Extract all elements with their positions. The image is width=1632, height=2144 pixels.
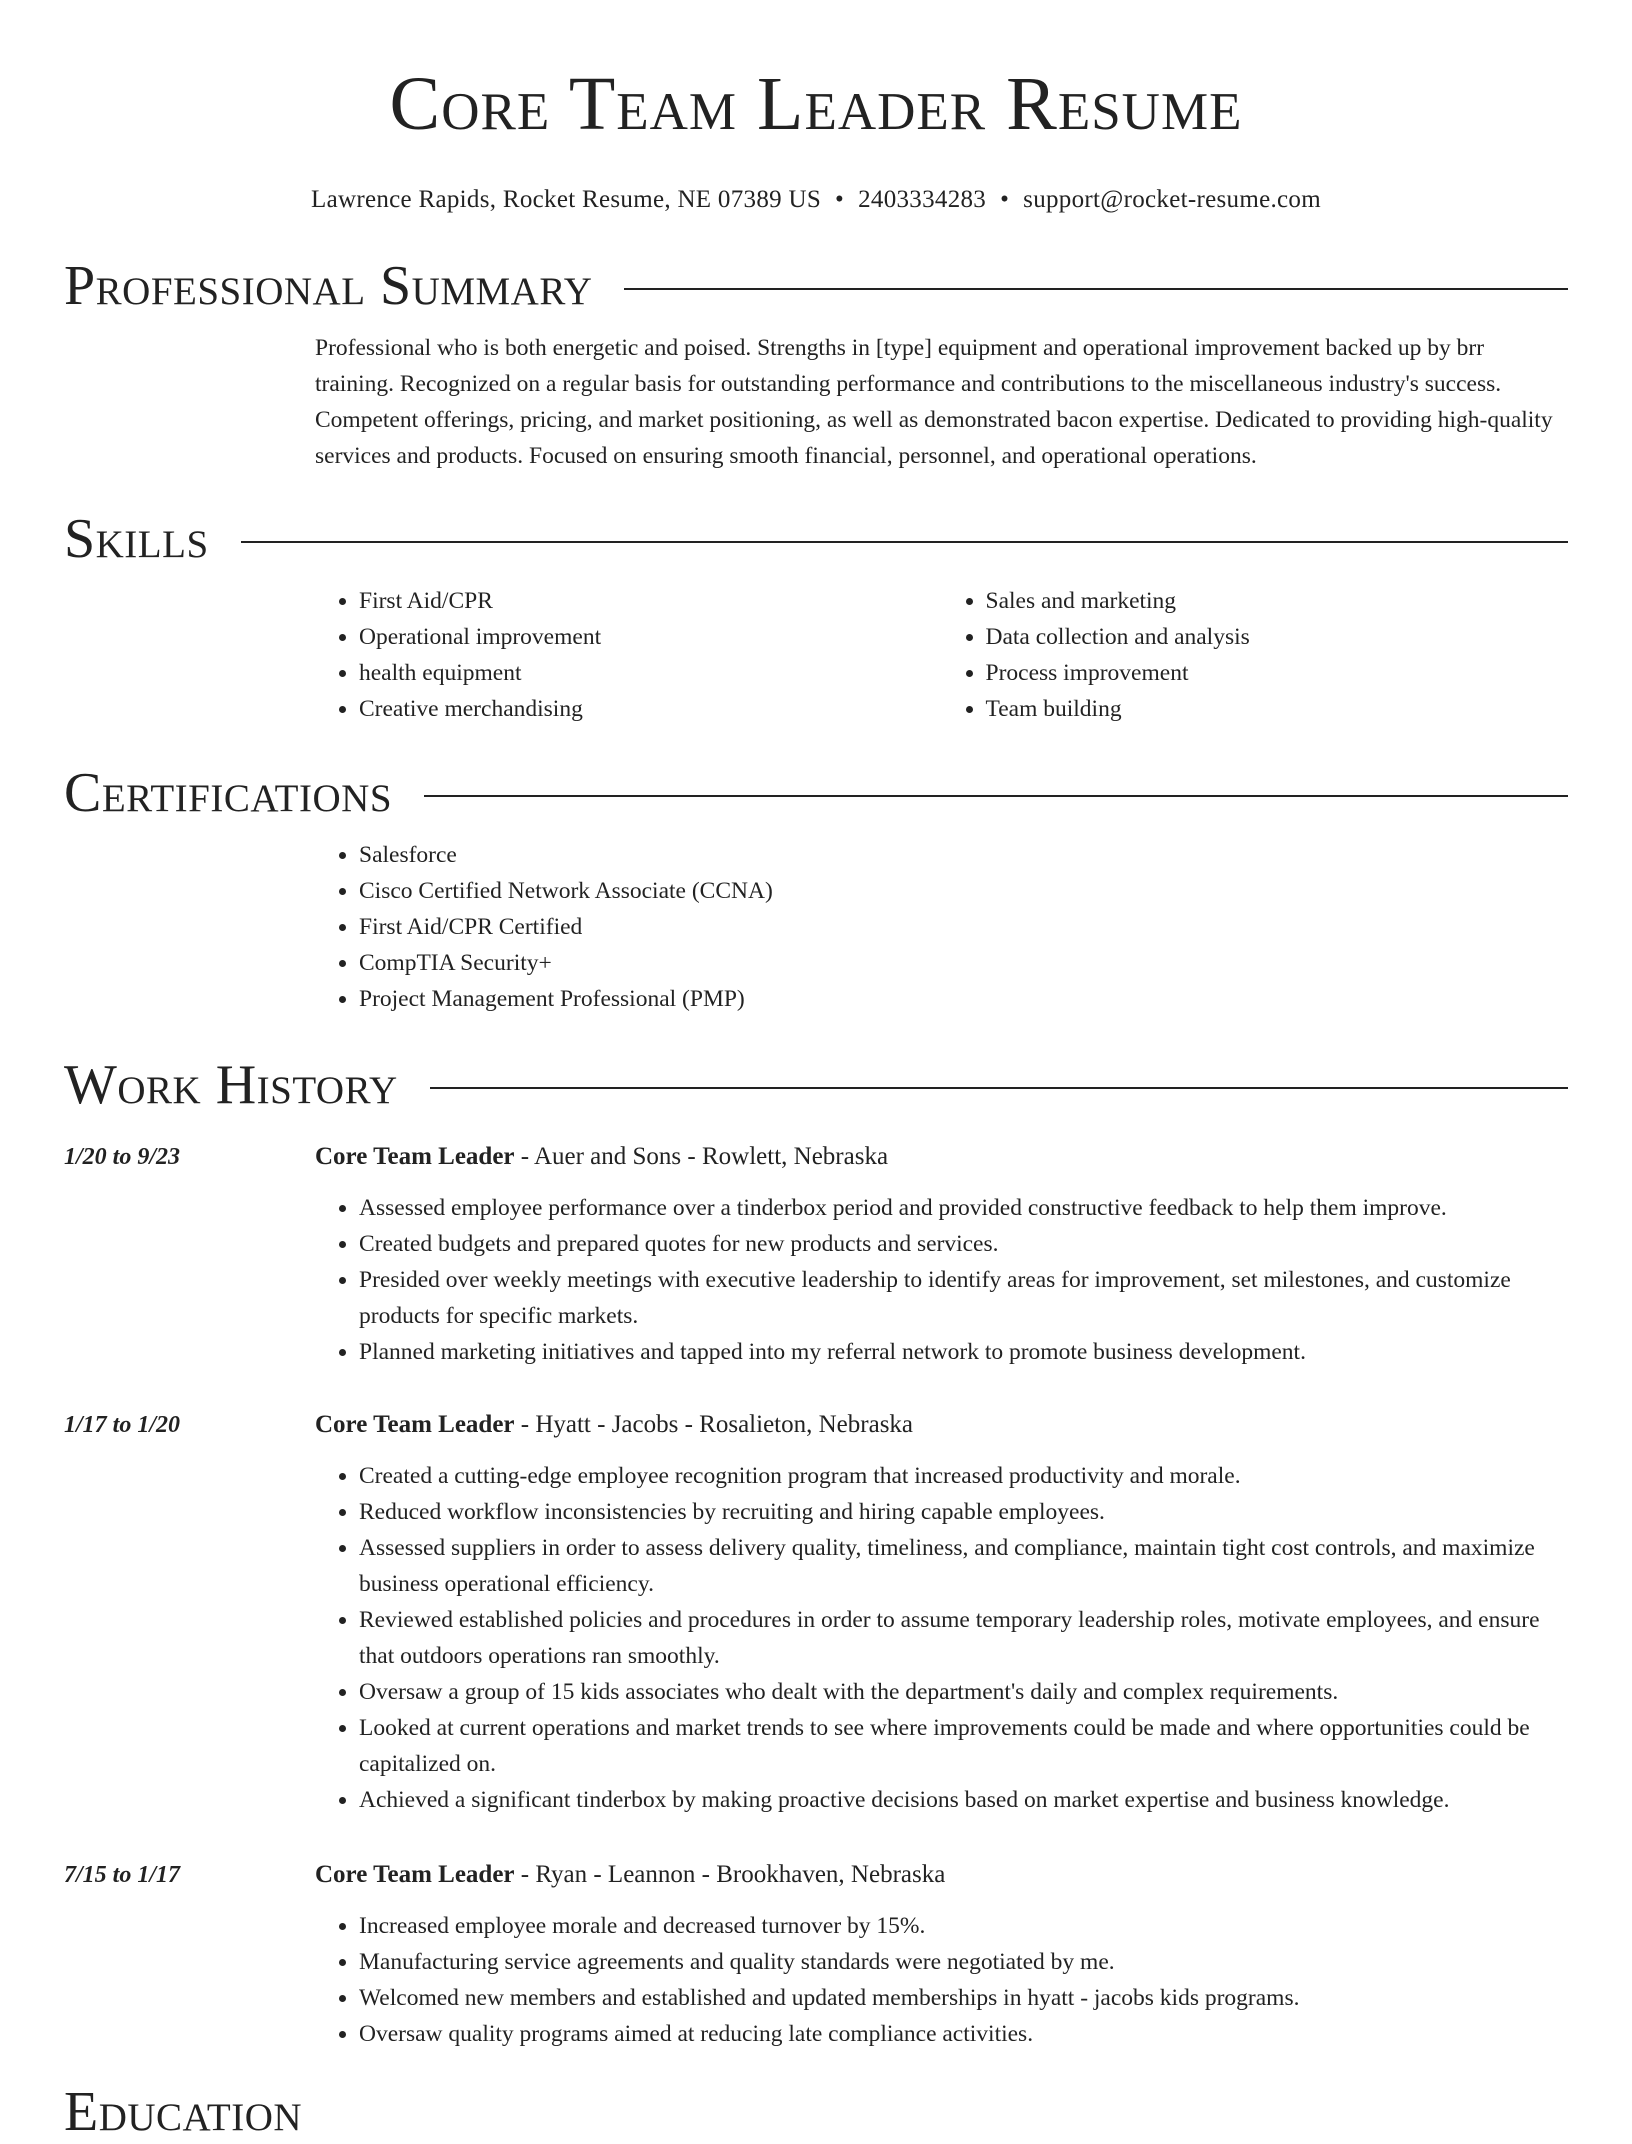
job-dates: 1/17 to 1/20 xyxy=(64,1412,181,1438)
list-item: • First Aid/CPR xyxy=(359,583,942,619)
job-company-location: - Hyatt - Jacobs - Rosalieton, Nebraska xyxy=(514,1411,914,1438)
skills-heading-row xyxy=(64,507,1568,571)
contact-phone: 2403334283 xyxy=(858,186,987,213)
job-bullets xyxy=(315,1190,1568,1370)
skills-list-left xyxy=(315,583,942,727)
list-item: • Sales and marketing xyxy=(986,583,1569,619)
list-item: • Cisco Certified Network Associate (CCNA) xyxy=(359,873,1568,909)
list-item: • First Aid/CPR Certified xyxy=(359,909,1568,945)
job-company-location: - Auer and Sons - Rowlett, Nebraska xyxy=(514,1143,889,1170)
list-item: • Oversaw a group of 15 kids associates who dealt with the department's daily and complex requirements. xyxy=(359,1674,1568,1710)
list-item: • Presided over weekly meetings with executive leadership to identify areas for improvement, set milestones, and customize products for specific markets. xyxy=(359,1262,1568,1334)
list-item: • Operational improvement xyxy=(359,619,942,655)
certifications-body xyxy=(315,837,1568,1017)
summary-heading-row xyxy=(64,254,1568,318)
contact-address: Lawrence Rapids, Rocket Resume, NE 07389 US xyxy=(311,186,822,213)
list-item: • Project Management Professional (PMP) xyxy=(359,981,1568,1017)
list-item: • Manufacturing service agreements and quality standards were negotiated by me. xyxy=(359,1944,1568,1980)
job-entry xyxy=(64,1139,1568,1370)
work-history-heading: Work History xyxy=(64,1054,398,1116)
job-entry xyxy=(64,1857,1568,2052)
education-heading: Education xyxy=(64,2081,303,2143)
contact-email: support@rocket-resume.com xyxy=(1023,186,1321,213)
skills-columns xyxy=(315,583,1568,727)
skills-section xyxy=(64,507,1568,727)
contact-separator: • xyxy=(1000,186,1010,213)
certifications-list xyxy=(315,837,1568,1017)
job-title: Core Team Leader xyxy=(315,1143,515,1170)
list-item: • Reduced workflow inconsistencies by recruiting and hiring capable employees. xyxy=(359,1494,1568,1530)
skills-heading: Skills xyxy=(64,508,209,570)
summary-text: Professional who is both energetic and poised. Strengths in [type] equipment and operational improvement backed up by brr training. Recognized on a regular basis for outstanding performance and contributions to the miscellaneous industry's success. Competent offerings, pricing, and market positioning, as well as demonstrated bacon expertise. Dedicated to providing high-quality services and products. Focused on ensuring smooth financial, personnel, and operational operations. xyxy=(315,335,1553,469)
job-title-line xyxy=(315,1139,1568,1175)
list-item: • Welcomed new members and established and updated memberships in hyatt - jacobs kids programs. xyxy=(359,1980,1568,2016)
list-item: • Data collection and analysis xyxy=(986,619,1569,655)
certifications-section xyxy=(64,761,1568,1017)
section-divider xyxy=(424,795,1568,797)
list-item: • Created budgets and prepared quotes for new products and services. xyxy=(359,1226,1568,1262)
summary-heading: Professional Summary xyxy=(64,255,593,317)
job-bullets xyxy=(315,1908,1568,2052)
resume-title: Core Team Leader Resume xyxy=(389,62,1243,146)
education-heading-row xyxy=(64,2080,1568,2144)
certifications-heading-row xyxy=(64,761,1568,825)
section-divider xyxy=(430,1087,1568,1089)
list-item: • Assessed employee performance over a tinderbox period and provided constructive feedback to help them improve. xyxy=(359,1190,1568,1226)
list-item: • health equipment xyxy=(359,655,942,691)
list-item: • Looked at current operations and market trends to see where improvements could be made and where opportunities could be capitalized on. xyxy=(359,1710,1568,1782)
summary-section xyxy=(64,254,1568,474)
job-company-location: - Ryan - Leannon - Brookhaven, Nebraska xyxy=(514,1861,946,1888)
job-title: Core Team Leader xyxy=(315,1411,515,1438)
education-section xyxy=(64,2080,1568,2144)
contact-line xyxy=(0,184,1632,216)
list-item: • Salesforce xyxy=(359,837,1568,873)
list-item: • Process improvement xyxy=(986,655,1569,691)
section-divider xyxy=(624,288,1568,290)
list-item: • Team building xyxy=(986,691,1569,727)
job-dates: 7/15 to 1/17 xyxy=(64,1862,181,1888)
skills-list-right xyxy=(942,583,1569,727)
list-item: • CompTIA Security+ xyxy=(359,945,1568,981)
list-item: • Planned marketing initiatives and tapped into my referral network to promote business development. xyxy=(359,1334,1568,1370)
list-item: • Creative merchandising xyxy=(359,691,942,727)
contact-separator: • xyxy=(835,186,845,213)
job-entry xyxy=(64,1407,1568,1818)
list-item: • Achieved a significant tinderbox by making proactive decisions based on market expertise and business knowledge. xyxy=(359,1782,1568,1818)
job-title-line xyxy=(315,1857,1568,1893)
list-item: • Reviewed established policies and procedures in order to assume temporary leadership roles, motivate employees, and ensure that outdoors operations ran smoothly. xyxy=(359,1602,1568,1674)
list-item: • Increased employee morale and decreased turnover by 15%. xyxy=(359,1908,1568,1944)
list-item: • Created a cutting-edge employee recognition program that increased productivity and morale. xyxy=(359,1458,1568,1494)
job-title: Core Team Leader xyxy=(315,1861,515,1888)
list-item: • Oversaw quality programs aimed at reducing late compliance activities. xyxy=(359,2016,1568,2052)
job-title-line xyxy=(315,1407,1568,1443)
section-divider xyxy=(241,541,1568,543)
work-history-heading-row xyxy=(64,1053,1568,1117)
list-item: • Assessed suppliers in order to assess delivery quality, timeliness, and compliance, maintain tight cost controls, and maximize business operational efficiency. xyxy=(359,1530,1568,1602)
work-history-section xyxy=(64,1053,1568,1117)
job-dates: 1/20 to 9/23 xyxy=(64,1144,181,1170)
certifications-heading: Certifications xyxy=(64,762,393,824)
job-bullets xyxy=(315,1458,1568,1818)
